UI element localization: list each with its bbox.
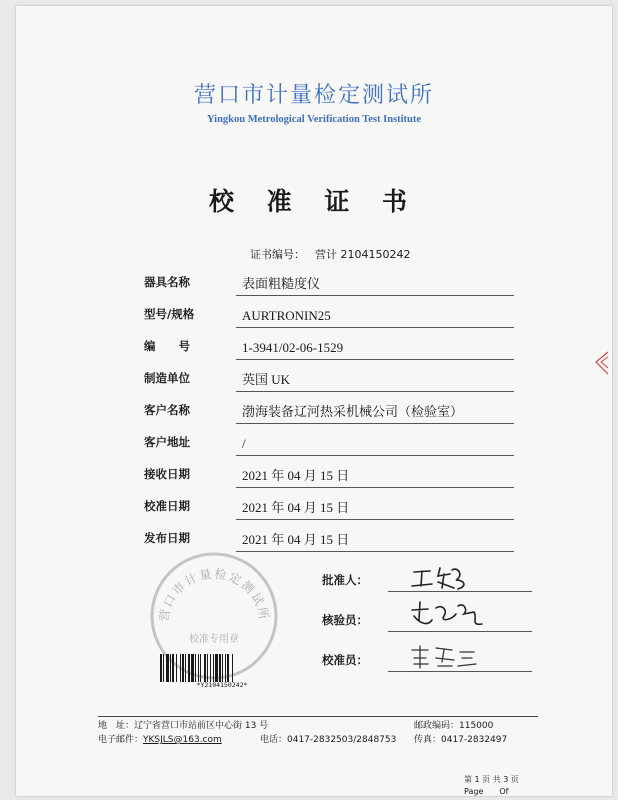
email-label: 电子邮件： <box>98 735 144 745</box>
certificate-title: 校 准 证 书 <box>208 187 420 216</box>
page-number-cn: 第 1 页 共 3 页 <box>464 775 519 784</box>
field-underline <box>236 519 514 520</box>
field-label: 器具名称 <box>144 275 190 289</box>
field-underline <box>236 295 514 296</box>
field-label: 客户地址 <box>144 435 190 449</box>
institute-name-cn: 营口市计量检定测试所 <box>193 83 434 108</box>
signature-label: 校准员： <box>322 653 368 667</box>
field-label: 型号/规格 <box>144 307 195 321</box>
email-address: YKSJLS@163.com <box>143 735 222 745</box>
field-value: 渤海装备辽河热采机械公司（检验室） <box>242 404 464 419</box>
verifier-handwritten-signature <box>408 598 488 632</box>
svg-text:校准专用章: 校准专用章 <box>189 634 239 645</box>
field-underline <box>236 423 514 424</box>
footer-email <box>98 732 222 745</box>
footer-address: 地 址：辽宁省营口市站前区中心街 13 号 <box>98 721 269 731</box>
barcode-text: *Y2104150242* <box>196 681 248 689</box>
verifier-signature-row <box>322 608 532 634</box>
field-row-received-date <box>144 462 514 490</box>
field-row-customer-name <box>144 398 514 426</box>
calibrator-handwritten-signature <box>408 642 488 672</box>
field-label: 发布日期 <box>144 531 190 545</box>
field-row-serial <box>144 334 514 362</box>
field-row-model <box>144 302 514 330</box>
page-number-en: Page Of <box>464 787 509 796</box>
field-label: 制造单位 <box>144 371 190 385</box>
certificate-barcode <box>158 654 286 682</box>
certificate-number-value: 营计 2104150242 <box>315 248 411 261</box>
field-label: 接收日期 <box>144 467 190 481</box>
field-value: 2021 年 04 月 15 日 <box>242 532 350 547</box>
footer-divider <box>98 716 538 717</box>
field-underline <box>236 391 514 392</box>
edge-stamp-mark <box>594 350 610 376</box>
certificate-number <box>250 246 410 262</box>
field-row-calibration-date <box>144 494 514 522</box>
field-underline <box>236 359 514 360</box>
certificate-page <box>16 6 612 796</box>
field-row-instrument-name <box>144 270 514 298</box>
field-value: 2021 年 04 月 15 日 <box>242 500 350 515</box>
signature-label: 核验员： <box>322 613 368 627</box>
signature-label: 批准人： <box>322 573 368 587</box>
field-value: AURTRONIN25 <box>242 308 331 323</box>
footer-phone: 电话：0417-2832503/2848753 <box>260 735 397 745</box>
calibrator-signature-row <box>322 648 532 674</box>
certificate-number-label: 证书编号： <box>250 248 305 261</box>
field-underline <box>236 455 514 456</box>
field-underline <box>236 487 514 488</box>
field-row-customer-address <box>144 430 514 458</box>
approver-handwritten-signature <box>408 562 478 592</box>
field-underline <box>236 327 514 328</box>
footer-fax: 传真：0417-2832497 <box>414 735 508 745</box>
approver-signature-row <box>322 568 532 594</box>
field-label: 客户名称 <box>144 403 190 417</box>
field-row-manufacturer <box>144 366 514 394</box>
field-label: 编 号 <box>144 339 190 353</box>
field-value: 1-3941/02-06-1529 <box>242 340 344 355</box>
field-value: 2021 年 04 月 15 日 <box>242 468 350 483</box>
footer-postcode: 邮政编码：115000 <box>414 721 494 731</box>
svg-text:营口市计量检定测试所: 营口市计量检定测试所 <box>156 566 272 623</box>
field-value: 英国 UK <box>242 372 291 387</box>
institute-name-en: Yingkou Metrological Verification Test Institute <box>206 114 422 125</box>
field-label: 校准日期 <box>144 499 190 513</box>
field-value: 表面粗糙度仪 <box>242 276 321 291</box>
field-value: / <box>242 436 246 451</box>
